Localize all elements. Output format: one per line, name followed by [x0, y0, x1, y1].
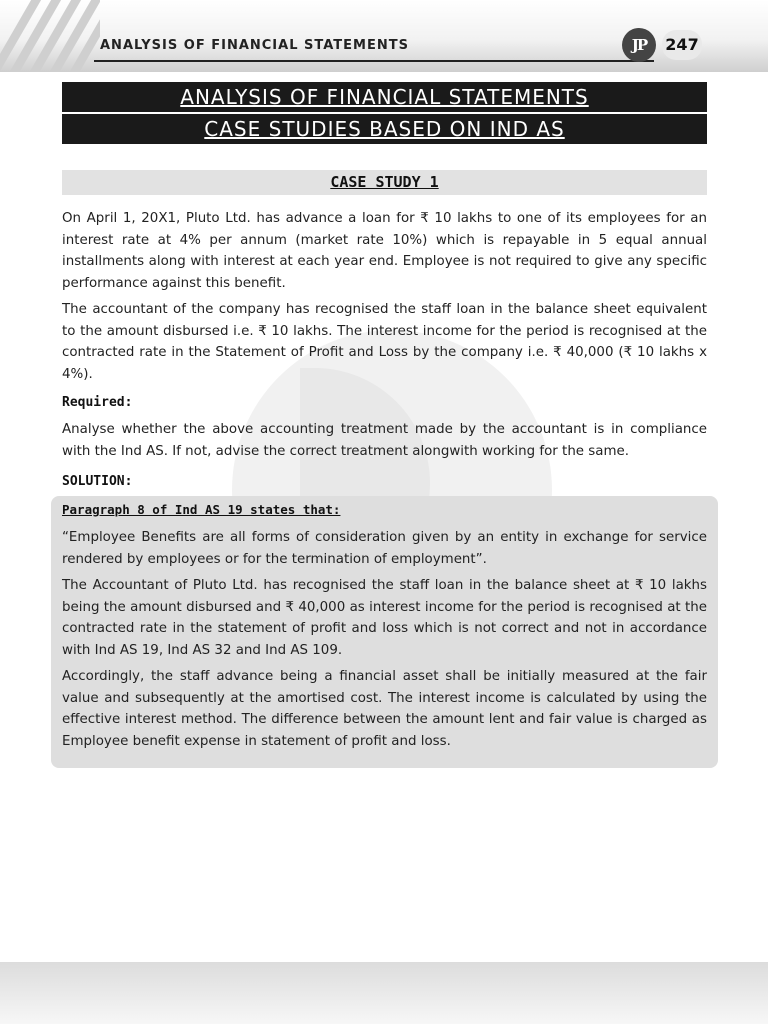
solution-paragraph-2: The Accountant of Pluto Ltd. has recognised the staff loan in the balance sheet at ₹ 10 lakhs being the amount disbursed and ₹ 40,000 as interest income for the period is recognised at the contracted rate in the statement of profit and loss which is not correct and not in accordance with Ind AS 19, Ind AS 32 and Ind AS 109.: [62, 578, 707, 658]
case-study-heading: CASE STUDY 1: [62, 170, 707, 195]
page-header: [0, 0, 768, 72]
header-stripes-decoration: [0, 0, 100, 72]
solution-paragraph-1: “Employee Benefits are all forms of consideration given by an entity in exchange for service rendered by employees or for the termination of employment”.: [62, 530, 707, 567]
page-number: 247: [662, 30, 702, 60]
solution-paragraph-3: Accordingly, the staff advance being a financial asset shall be initially measured at the fair value and subsequently at the amortised cost. The interest income is calculated by using the effective interest method. The difference between the amount lent and fair value is charged as Employee benefit expense in statement of profit and loss.: [62, 669, 707, 749]
main-title-line1: ANALYSIS OF FINANCIAL STATEMENTS: [62, 82, 707, 112]
header-rule: [94, 60, 654, 62]
required-label: Required:: [62, 395, 133, 410]
running-title: ANALYSIS OF FINANCIAL STATEMENTS: [100, 38, 409, 53]
solution-label: SOLUTION:: [62, 474, 133, 489]
page-footer: [0, 962, 768, 1024]
main-title-line2: CASE STUDIES BASED ON IND AS: [62, 114, 707, 144]
case-study-paragraph-1: On April 1, 20X1, Pluto Ltd. has advance a loan for ₹ 10 lakhs to one of its employees for an interest rate at 4% per annum (market rate 10%) which is repayable in 5 equal annual installments along with interest at each year end. Employee is not required to give any specific performance against this benefit.: [62, 211, 707, 291]
publisher-logo-icon: JP: [622, 28, 656, 62]
case-study-paragraph-2: The accountant of the company has recognised the staff loan in the balance sheet equivalent to the amount disbursed i.e. ₹ 10 lakhs. The interest income for the period is recognised at the contracted rate in the Statement of Profit and Loss by the company i.e. ₹ 40,000 (₹ 10 lakhs x 4%).: [62, 302, 707, 382]
solution-subheading: Paragraph 8 of Ind AS 19 states that:: [62, 502, 341, 517]
required-paragraph: Analyse whether the above accounting treatment made by the accountant is in compliance with the Ind AS. If not, advise the correct treatment alongwith working for the same.: [62, 422, 707, 459]
